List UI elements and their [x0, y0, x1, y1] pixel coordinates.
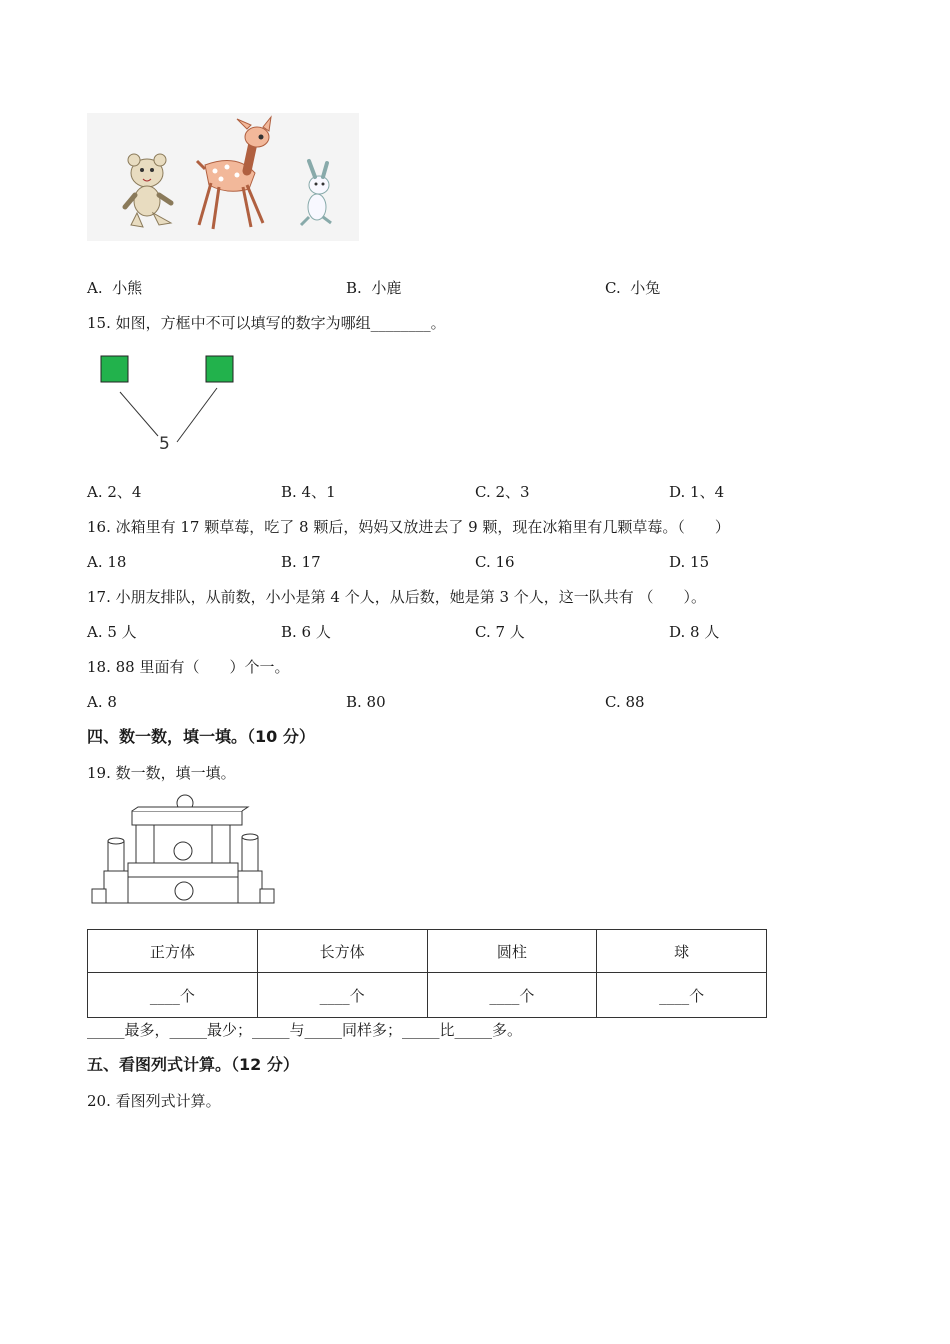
left-pillar [136, 825, 154, 863]
ball-bottom [175, 882, 193, 900]
right-small-cube [260, 889, 274, 903]
animals-illustration [87, 113, 359, 241]
answer-cylinder[interactable]: ____个 [427, 973, 597, 1018]
answer-cube[interactable]: ____个 [88, 973, 258, 1018]
q17-option-a[interactable]: A. 5 人 [87, 623, 137, 641]
section-5-title: 五、看图列式计算。（12 分） [87, 1055, 299, 1074]
q15-option-d[interactable]: D. 1、4 [669, 483, 725, 501]
option-letter: A. [87, 279, 103, 297]
q15-number-diagram [95, 350, 245, 460]
q17-stem: 17. 小朋友排队，从前数，小小是第 4 个人，从后数，她是第 3 个人，这一队共有 （ ）。 [87, 588, 707, 606]
branch-line-right [177, 388, 217, 442]
q15-option-c[interactable]: C. 2、3 [475, 483, 530, 501]
table-header-row [88, 930, 767, 973]
option-letter: B. [346, 279, 362, 297]
shape-count-table [87, 929, 767, 1018]
q16-stem: 16. 冰箱里有 17 颗草莓，吃了 8 颗后，妈妈又放进去了 9 颗，现在冰箱里有几颗草莓。（ ） [87, 518, 730, 536]
deer-drawing [197, 117, 271, 229]
option-text: 小熊 [112, 279, 143, 297]
green-box-right [206, 356, 233, 382]
q18-option-b[interactable]: B. 80 [346, 693, 386, 711]
q19-stem: 19. 数一数，填一填。 [87, 764, 236, 782]
header-cylinder: 圆柱 [427, 930, 597, 973]
q17-option-c[interactable]: C. 7 人 [475, 623, 525, 641]
q20-stem: 20. 看图列式计算。 [87, 1092, 221, 1110]
answer-cuboid[interactable]: ____个 [257, 973, 427, 1018]
q17-option-b[interactable]: B. 6 人 [281, 623, 331, 641]
middle-cuboid [128, 863, 238, 877]
rabbit-drawing [301, 161, 331, 225]
table-answer-row [88, 973, 767, 1018]
q16-option-c[interactable]: C. 16 [475, 553, 515, 571]
green-box-left [101, 356, 128, 382]
q14-option-a[interactable] [87, 278, 142, 298]
left-small-cube [92, 889, 106, 903]
q19-summary: _____最多，_____最少；_____与_____同样多；_____比_____多。 [87, 1021, 523, 1039]
left-cube [104, 871, 128, 903]
q16-option-a[interactable]: A. 18 [87, 553, 127, 571]
option-text: 小鹿 [371, 279, 402, 297]
header-cube: 正方体 [88, 930, 258, 973]
q16-option-b[interactable]: B. 17 [281, 553, 321, 571]
q15-stem: 15. 如图，方框中不可以填写的数字为哪组________。 [87, 314, 446, 332]
option-letter: C. [605, 279, 621, 297]
ball-middle [174, 842, 192, 860]
right-cylinder [242, 837, 258, 871]
q18-stem: 18. 88 里面有（ ）个一。 [87, 658, 290, 676]
answer-sphere[interactable]: ____个 [597, 973, 767, 1018]
right-cube [238, 871, 262, 903]
q15-option-b[interactable]: B. 4、1 [281, 483, 336, 501]
animals-picture [87, 113, 359, 241]
q18-option-a[interactable]: A. 8 [87, 693, 117, 711]
diagram-number: 5 [159, 434, 170, 454]
branch-line-left [120, 392, 158, 436]
q17-option-d[interactable]: D. 8 人 [669, 623, 720, 641]
bear-drawing [125, 154, 171, 227]
building-blocks-figure [90, 793, 276, 907]
q18-option-c[interactable]: C. 88 [605, 693, 645, 711]
q14-option-b[interactable] [346, 278, 401, 298]
top-cuboid [132, 811, 242, 825]
left-cylinder [108, 841, 124, 871]
option-text: 小兔 [630, 279, 661, 297]
q15-option-a[interactable]: A. 2、4 [87, 483, 142, 501]
right-pillar [212, 825, 230, 863]
section-4-title: 四、数一数，填一填。（10 分） [87, 727, 315, 746]
header-cuboid: 长方体 [257, 930, 427, 973]
q16-option-d[interactable]: D. 15 [669, 553, 710, 571]
header-sphere: 球 [597, 930, 767, 973]
q14-option-c[interactable] [605, 278, 660, 298]
